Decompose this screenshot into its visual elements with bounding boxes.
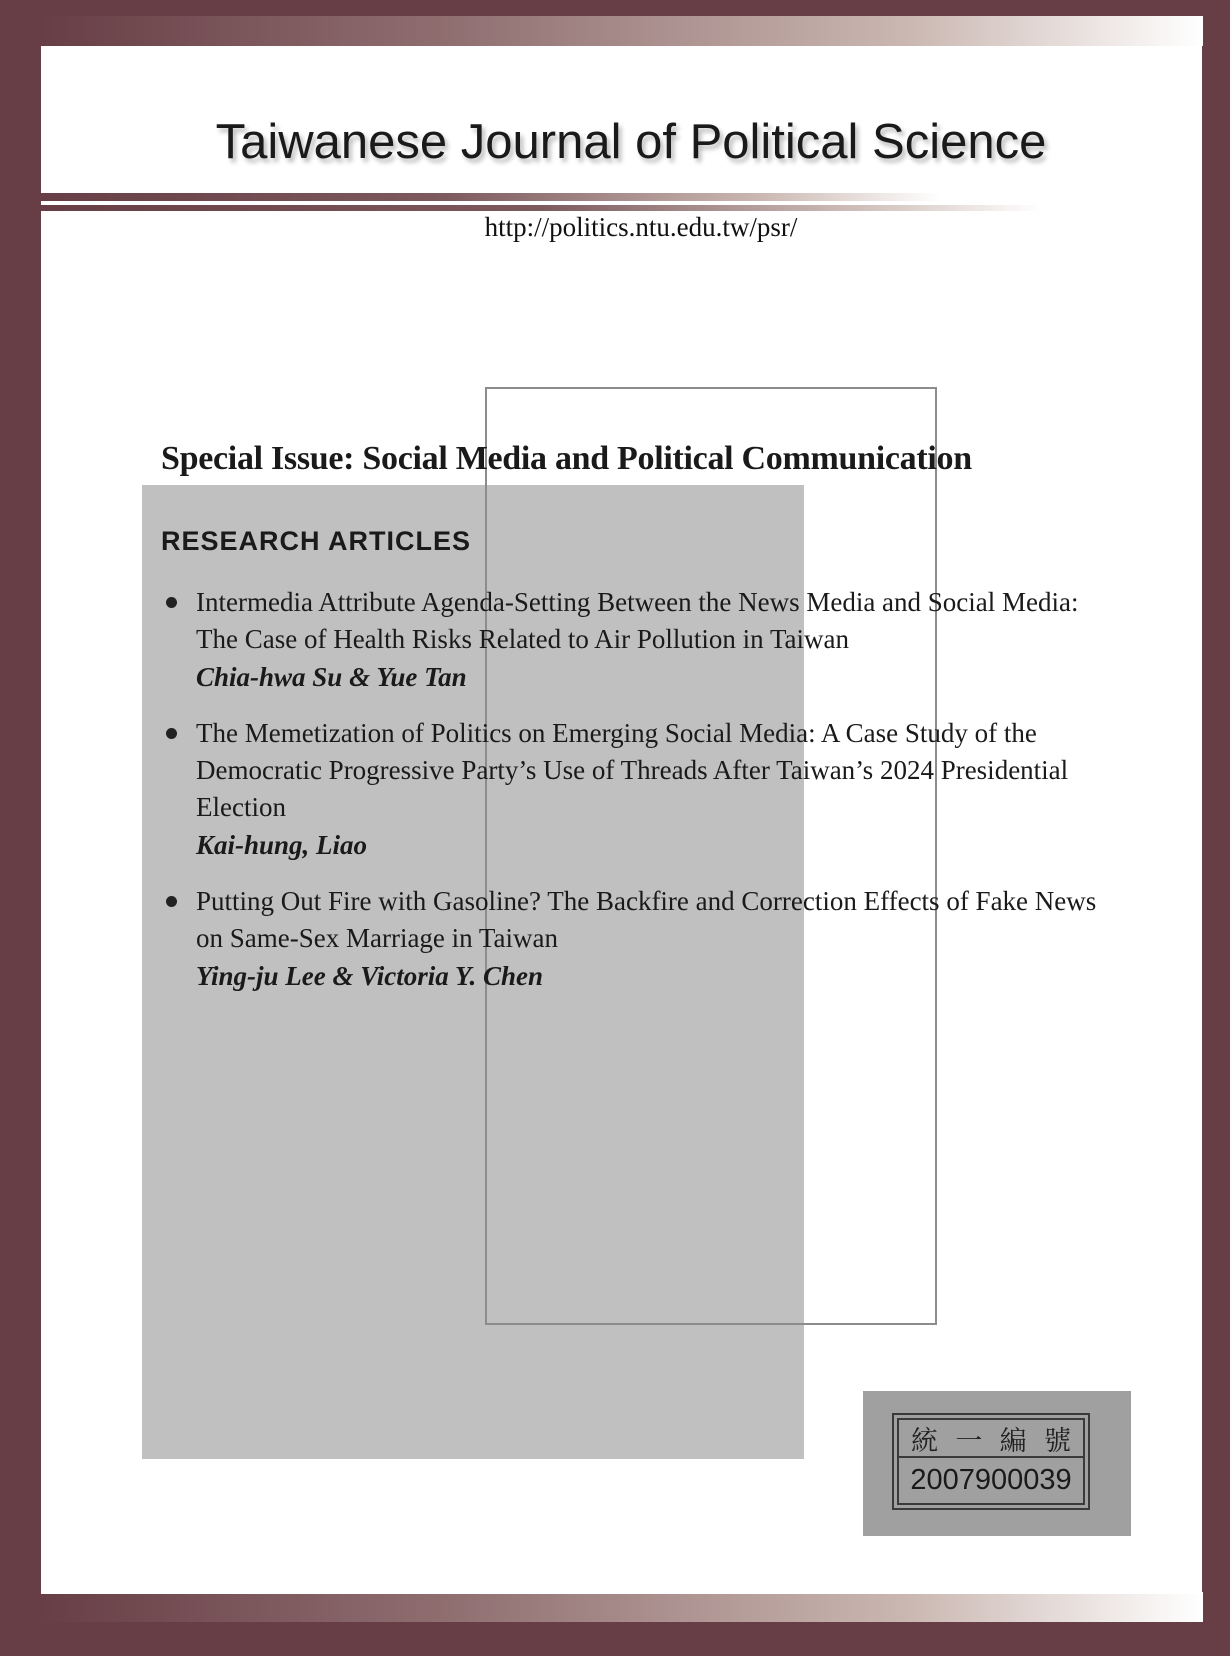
- article-title: Intermedia Attribute Agenda-Setting Between the News Media and Social Media: The Case of Health Risks Related to Air Pollution in Taiwan: [196, 587, 1079, 654]
- bullet-icon: [166, 728, 177, 739]
- stamp-label-char: 統: [911, 1425, 938, 1457]
- journal-title: Taiwanese Journal of Political Science: [215, 115, 1047, 169]
- stamp-label-char: 編: [999, 1425, 1027, 1457]
- registration-stamp: [863, 1391, 1131, 1536]
- list-item: [161, 584, 1111, 693]
- stamp-frame: [892, 1413, 1090, 1510]
- top-gradient-bar: [40, 16, 1203, 46]
- header-rule-upper: [41, 193, 941, 201]
- article-authors: Ying-ju Lee & Victoria Y. Chen: [196, 961, 544, 991]
- list-item: [161, 715, 1111, 861]
- bottom-gradient-bar: [40, 1592, 1203, 1622]
- stamp-label-char: 號: [1043, 1425, 1071, 1457]
- header-rule-lower: [41, 205, 1041, 211]
- stamp-label: [899, 1420, 1083, 1458]
- list-item: [161, 883, 1111, 992]
- article-authors: Kai-hung, Liao: [196, 830, 368, 860]
- article-title: The Memetization of Politics on Emerging Social Media: A Case Study of the Democratic Progressive Party’s Use of Threads After Taiwan’s 2024 Presidential Election: [196, 718, 1069, 822]
- registration-number: 2007900039: [910, 1464, 1072, 1497]
- bullet-icon: [166, 597, 177, 608]
- cover-page: [41, 46, 1202, 1594]
- journal-url: http://politics.ntu.edu.tw/psr/: [484, 212, 798, 242]
- stamp-label-char: 一: [955, 1425, 983, 1457]
- bullet-icon: [166, 896, 177, 907]
- section-heading: RESEARCH ARTICLES: [161, 526, 472, 556]
- special-issue-title: Special Issue: Social Media and Political Communication: [161, 440, 972, 477]
- article-title: Putting Out Fire with Gasoline? The Backfire and Correction Effects of Fake News on Same-Sex Marriage in Taiwan: [196, 886, 1097, 953]
- article-authors: Chia-hwa Su & Yue Tan: [196, 662, 467, 692]
- article-list: [161, 584, 1111, 1014]
- stamp-inner-frame: [897, 1418, 1085, 1505]
